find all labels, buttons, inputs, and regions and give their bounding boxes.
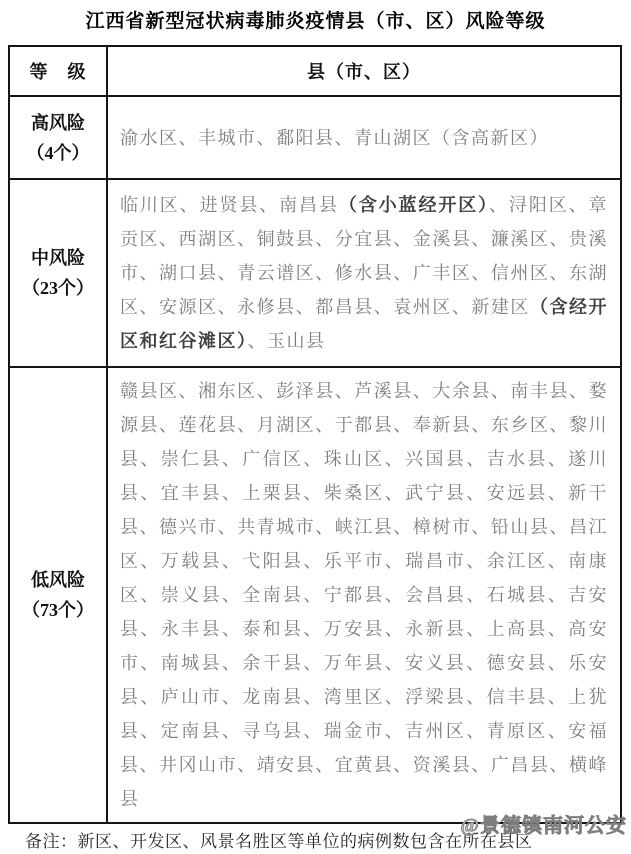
area-list-text-bold: （含经开区和红谷滩区） (120, 297, 608, 351)
risk-table (8, 45, 622, 824)
level-count: （73个） (22, 600, 94, 620)
area-list-text: 、浔阳区、章贡区、西湖区、铜鼓县、分宜县、金溪县、濂溪区、贵溪市、湖口县、青云谱区、修水县、广丰区、信州区、东湖区、安源区、永修县、都昌县、袁州区、新建区 (120, 195, 609, 317)
header-cell-areas: 县（市、区） (107, 46, 621, 96)
area-cell-high-risk (107, 96, 621, 179)
table-header-row (9, 46, 621, 96)
page-title: 江西省新型冠状病毒肺炎疫情县（市、区）风险等级 (85, 11, 546, 32)
level-count: （23个） (22, 278, 94, 298)
area-list-text: 、玉山县 (247, 331, 326, 351)
level-label: 低风险 (31, 570, 85, 590)
area-list-text: 赣县区、湘东区、彭泽县、芦溪县、大余县、南丰县、婺源县、莲花县、月湖区、于都县、奉新县、东乡区、黎川县、崇仁县、广信区、珠山区、兴国县、吉水县、遂川县、宜丰县、上栗县、柴桑区、武宁县、安远县、新干县、德兴市、共青城市、峡江县、樟树市、铅山县、昌江区、万载县、弋阳县、乐平市、瑞昌市、余江区、南康区、崇义县、全南县、宁都县、会昌县、石城县、吉安县、永丰县、泰和县、万安县、永新县、上高县、高安市、南城县、余干县、万年县、安义县、德安县、乐安县、庐山市、龙南县、湾里区、浮梁县、信丰县、上犹县、定南县、寻乌县、瑞金市、吉州区、青原区、安福县、井冈山市、靖安县、宜黄县、资溪县、广昌县、横峰县 (120, 381, 608, 809)
level-cell-high-risk (9, 96, 107, 179)
table-row-low-risk (9, 367, 621, 823)
header-cell-level: 等 级 (9, 46, 107, 96)
area-cell-medium-risk (107, 179, 621, 367)
level-label: 中风险 (31, 248, 85, 268)
table-row-high-risk (9, 96, 621, 179)
level-label: 高风险 (31, 112, 85, 133)
area-cell-low-risk (107, 367, 621, 823)
area-list-text-bold: （含小蓝经开区） (338, 195, 490, 215)
area-list-text: 临川区、进贤县、南昌县 (120, 195, 339, 215)
table-row-medium-risk (9, 179, 621, 367)
level-cell-medium-risk (9, 179, 107, 367)
watermark-text: @景德镇南河公安 (460, 815, 627, 837)
level-count: （4个） (26, 142, 90, 163)
footnote-text: 备注：新区、开发区、风景名胜区等单位的病例数包含在所在县区 (25, 832, 533, 851)
level-cell-low-risk (9, 367, 107, 823)
area-list-text: 渝水区、丰城市、鄱阳县、青山湖区（含高新区） (120, 127, 549, 148)
